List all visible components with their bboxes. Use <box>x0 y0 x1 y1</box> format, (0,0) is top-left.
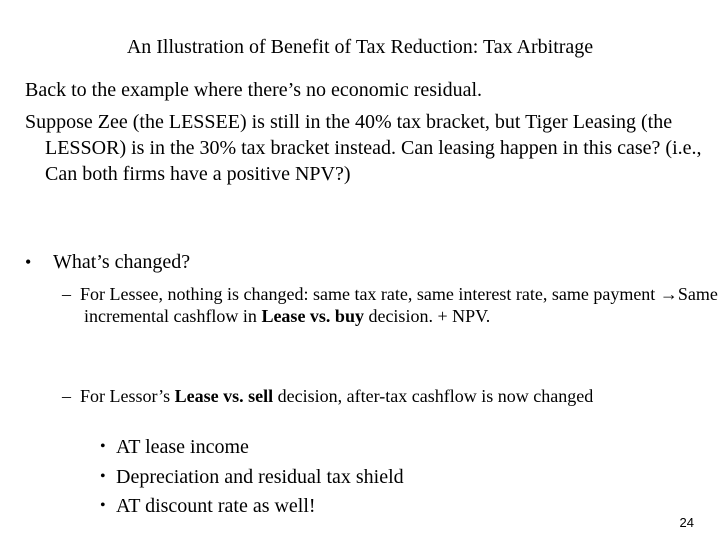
dash-marker: – <box>62 386 71 406</box>
bullet-text: What’s changed? <box>53 251 191 273</box>
list-item <box>100 464 660 490</box>
bullet-marker: • <box>25 252 32 272</box>
dash-marker: – <box>62 284 71 304</box>
slide-title: An Illustration of Benefit of Tax Reduction: Tax Arbitrage <box>126 36 594 58</box>
list-item-text: AT discount rate as well! <box>116 495 316 517</box>
sub-bullet-lessee <box>62 283 720 327</box>
lessee-text-3: decision. + NPV. <box>363 306 491 326</box>
list-item <box>100 493 660 519</box>
sub-bullet-lessor <box>62 385 720 407</box>
bullet-marker: • <box>100 468 106 485</box>
list-item-text: Depreciation and residual tax shield <box>116 466 404 488</box>
lessee-text-1: For Lessee, nothing is changed: same tax rate, same interest rate, same payment <box>80 284 660 304</box>
arrow-icon: → <box>659 284 678 304</box>
bullet-marker: • <box>100 497 106 514</box>
page-number: 24 <box>679 515 694 530</box>
intro-paragraph: Suppose Zee (the LESSEE) is still in the 40% tax bracket, but Tiger Leasing (the LESSOR) is in the 30% tax bracket instead. Can leasing happen in this case? (i.e., Can both firms have a positive NPV?) <box>25 111 702 185</box>
bullet-marker: • <box>100 438 106 455</box>
bullet-whats-changed <box>25 249 705 275</box>
lease-vs-sell-term: Lease vs. sell <box>174 386 274 406</box>
lessor-text-1: For Lessor’s <box>80 386 175 406</box>
list-item-text: AT lease income <box>116 436 249 458</box>
lease-vs-buy-term: Lease vs. buy <box>261 306 364 326</box>
lessee-text-2: Same incremental cashflow in <box>84 284 718 326</box>
lessor-text-2: decision, after-tax cashflow is now changed <box>273 386 594 406</box>
intro-line: Back to the example where there’s no economic residual. <box>25 79 483 101</box>
list-item <box>100 434 660 460</box>
